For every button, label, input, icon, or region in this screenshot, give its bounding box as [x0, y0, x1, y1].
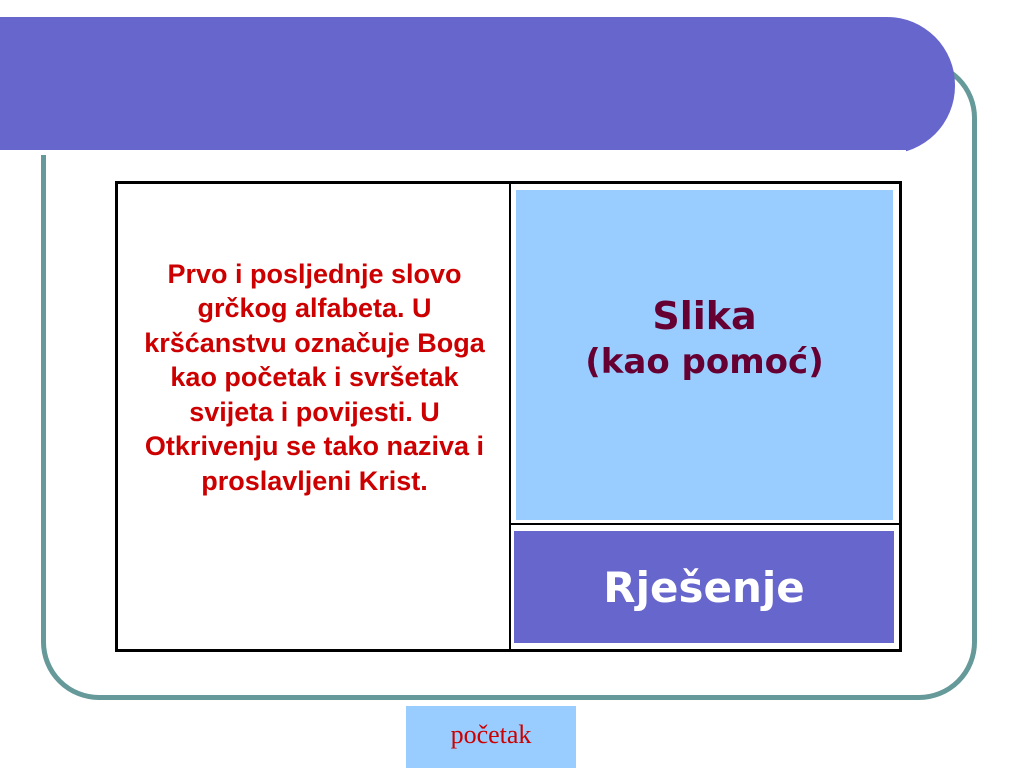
picture-hint-title: Slika: [652, 294, 757, 338]
clue-text: Prvo i posljednje slovo grčkog alfabeta. U kršćanstvu označuje Boga kao početak i svršetak svijeta i povijesti. U Otkrivenju se tako naziva i proslavljeni Krist.: [144, 258, 485, 496]
vertical-divider: [509, 184, 511, 649]
clue-cell: [120, 184, 507, 649]
start-button[interactable]: početak: [406, 706, 576, 768]
picture-hint-subtitle: (kao pomoć): [585, 342, 824, 382]
title-banner: [0, 17, 955, 154]
picture-hint-panel[interactable]: [515, 189, 894, 521]
banner-underline: [0, 150, 906, 155]
solution-button[interactable]: Rješenje: [513, 530, 895, 644]
quiz-card: [115, 181, 902, 652]
horizontal-divider: [511, 523, 899, 525]
